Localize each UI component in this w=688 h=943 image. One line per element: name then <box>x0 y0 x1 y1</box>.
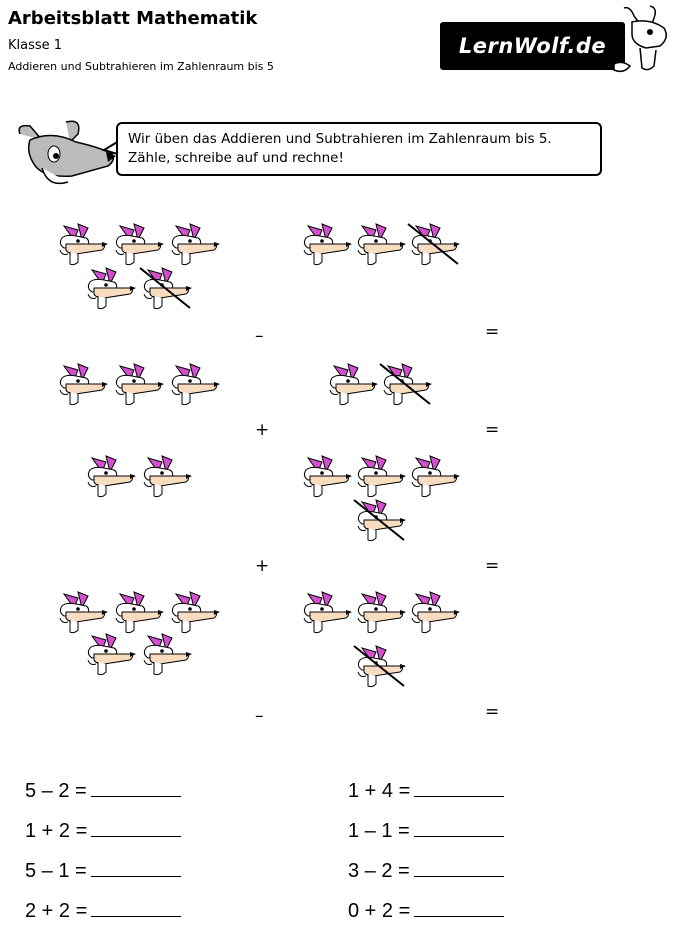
exercise-left-1: 5 – 2 = <box>25 778 181 803</box>
exercise-right-4: 0 + 2 = <box>348 898 504 923</box>
crossed-dog-icon <box>376 362 434 408</box>
logo-dog-icon <box>610 4 676 76</box>
instruction-bubble <box>116 122 602 176</box>
answer-blank[interactable] <box>91 818 181 837</box>
crossed-dog-icon <box>350 498 408 544</box>
equals-1: = <box>485 322 500 342</box>
exercise-right-1: 1 + 4 = <box>348 778 504 803</box>
answer-blank[interactable] <box>91 778 181 797</box>
exercise-left-4: 2 + 2 = <box>25 898 181 923</box>
crossed-dog-icon <box>350 644 408 690</box>
answer-blank[interactable] <box>414 898 504 917</box>
dog-icon <box>80 632 138 678</box>
page-title: Arbeitsblatt Mathematik <box>8 8 258 29</box>
dog-icon <box>52 222 110 268</box>
logo <box>440 22 625 70</box>
logo-text: LernWolf.de <box>458 34 607 58</box>
equals-4: = <box>485 702 500 722</box>
equals-2: = <box>485 420 500 440</box>
exercise-left-2: 1 + 2 = <box>25 818 181 843</box>
dog-icon <box>350 590 408 636</box>
answer-blank[interactable] <box>414 818 504 837</box>
dog-icon <box>404 590 462 636</box>
equals-3: = <box>485 556 500 576</box>
answer-blank[interactable] <box>91 858 181 877</box>
dog-icon <box>52 362 110 408</box>
dog-icon <box>296 222 354 268</box>
exercise-left-3: 5 – 1 = <box>25 858 181 883</box>
dog-icon <box>108 362 166 408</box>
instruction-line-2: Zähle, schreibe auf und rechne! <box>128 150 344 166</box>
crossed-dog-icon <box>136 266 194 312</box>
dog-icon <box>136 632 194 678</box>
dog-icon <box>108 590 166 636</box>
grade-label: Klasse 1 <box>8 38 63 53</box>
operator-1: – <box>255 326 264 346</box>
exercise-right-2: 1 – 1 = <box>348 818 504 843</box>
answer-blank[interactable] <box>414 778 504 797</box>
dog-icon <box>296 590 354 636</box>
instruction-line-1: Wir üben das Addieren und Subtrahieren im Zahlenraum bis 5. <box>128 131 552 147</box>
dog-icon <box>350 222 408 268</box>
dog-icon <box>164 362 222 408</box>
dog-icon <box>80 454 138 500</box>
crossed-dog-icon <box>404 222 462 268</box>
dog-icon <box>296 454 354 500</box>
operator-2: + <box>255 420 270 440</box>
dog-icon <box>350 454 408 500</box>
dog-icon <box>80 266 138 312</box>
exercise-right-3: 3 – 2 = <box>348 858 504 883</box>
answer-blank[interactable] <box>91 898 181 917</box>
dog-icon <box>164 590 222 636</box>
operator-3: + <box>255 556 270 576</box>
dog-icon <box>108 222 166 268</box>
operator-4: – <box>255 706 264 726</box>
answer-blank[interactable] <box>414 858 504 877</box>
dog-icon <box>164 222 222 268</box>
dog-icon <box>404 454 462 500</box>
dog-icon <box>52 590 110 636</box>
dog-icon <box>136 454 194 500</box>
dog-icon <box>322 362 380 408</box>
page-subtitle: Addieren und Subtrahieren im Zahlenraum bis 5 <box>8 60 274 73</box>
